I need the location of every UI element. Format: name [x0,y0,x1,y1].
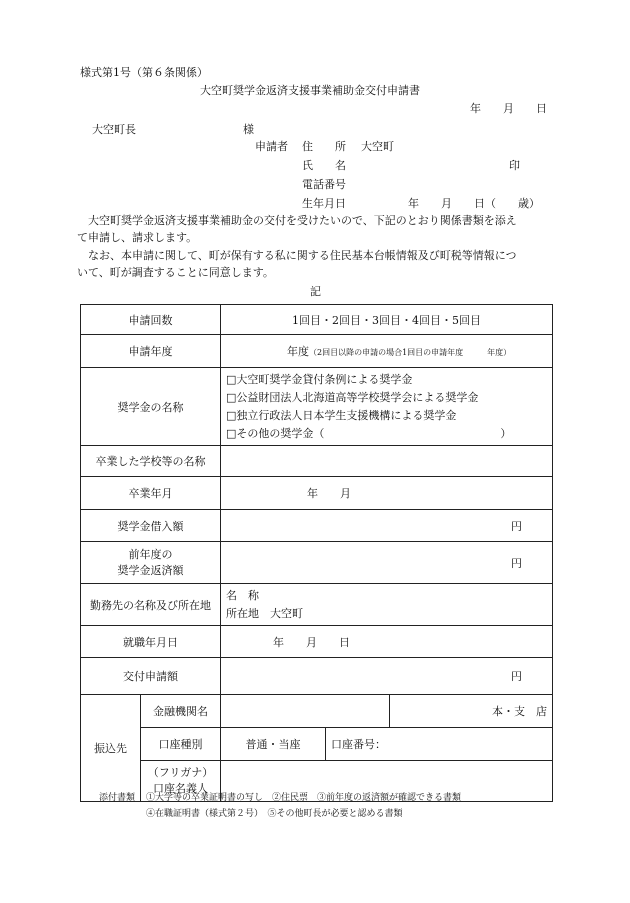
employer-field[interactable] [221,584,553,626]
employer-name-label: 名 称 [226,588,259,602]
account-number-field[interactable] [326,728,553,761]
seal-mark: 印 [509,159,520,172]
repayment-amount-unit: 円 [511,556,523,570]
bank-name-field[interactable] [221,695,390,728]
birth-label: 生年月日 [302,197,346,210]
employment-date-field[interactable] [221,626,553,658]
employment-date-value: 年 月 日 [273,635,350,649]
addressee: 大空町長 [92,123,136,136]
attachments-line1: ①大学等の卒業証明書の写し ②住民票 ③前年度の返済額が確認できる書類 [146,793,462,803]
graduation-date-field[interactable] [221,477,553,510]
employment-date-label: 就職年月日 [81,626,221,658]
account-type-label: 口座種別 [141,728,221,761]
honorific: 様 [243,123,254,136]
account-holder-label: 口座名義人 [153,782,208,795]
employer-label: 勤務先の名称及び所在地 [81,584,221,626]
scholarship-option-hokkaido[interactable]: □公益財団法人北海道高等学校奨学会による奨学金 [226,390,479,404]
graduation-date-value: 年 月 [307,487,351,500]
application-year-field[interactable] [221,335,553,368]
row-application-year [81,335,553,368]
row-loan-amount [81,510,553,542]
transfer-label: 振込先 [81,695,141,802]
name-label: 氏 名 [302,159,346,172]
attachments-line2: ④在職証明書（様式第２号） ⑤その他町長が必要と認める書類 [146,809,403,819]
row-graduation-date [81,477,553,510]
repayment-label-line1: 前年度の [128,547,173,561]
account-number-label: 口座番号： [331,738,386,751]
row-scholarship-name [81,368,553,446]
para1-line1: 大空町奨学金返済支援事業補助金の交付を受けたいので、下記のとおり関係書類を添え [88,214,517,227]
form-number: 様式第1号（第６条関係） [80,66,208,79]
loan-amount-field[interactable] [221,510,553,542]
school-name-field[interactable] [221,446,553,477]
bank-branch-field[interactable] [390,695,553,728]
application-table [80,304,553,802]
requested-amount-unit: 円 [511,670,523,683]
application-count-label: 申請回数 [81,305,221,335]
scholarship-option-other[interactable]: □その他の奨学金（ ） [226,426,512,440]
graduation-date-label: 卒業年月 [81,477,221,510]
row-repayment-amount [81,542,553,584]
scholarship-option-jasso[interactable]: □独立行政法人日本学生支援機構による奨学金 [226,408,457,422]
application-year-note: （2回目以降の申請の場合1回目の申請年度 年度） [309,348,512,357]
application-count-value[interactable]: 1回目・2回目・3回目・4回目・5回目 [221,305,553,335]
row-requested-amount [81,658,553,695]
application-year-label: 申請年度 [81,335,221,368]
school-name-label: 卒業した学校等の名称 [81,446,221,477]
scholarship-option-ozora[interactable]: □大空町奨学金貸付条例による奨学金 [226,372,413,386]
para1-line2: て申請し、請求します。 [77,231,198,244]
requested-amount-field[interactable] [221,658,553,695]
scholarship-name-label: 奨学金の名称 [81,368,221,446]
requested-amount-label: 交付申請額 [81,658,221,695]
bank-name-label: 金融機関名 [141,695,221,728]
applicant-label: 申請者 [255,140,288,153]
bank-branch-label: 本・支 店 [492,705,548,718]
para2-line1: なお、本申請に関して、町が保有する私に関する住民基本台帳情報及び町税等情報につ [88,249,517,262]
loan-amount-unit: 円 [511,519,523,533]
application-year-value: 年度 [287,345,309,358]
phone-label: 電話番号 [302,178,346,191]
ki-heading: 記 [310,285,321,298]
employer-address-label: 所在地 大空町 [226,606,303,620]
address-value: 大空町 [361,140,394,153]
repayment-amount-field[interactable] [221,542,553,584]
form-title: 大空町奨学金返済支援事業補助金交付申請書 [200,84,420,97]
address-label: 住 所 [302,140,346,153]
row-employment-date [81,626,553,658]
loan-amount-label: 奨学金借入額 [81,510,221,542]
attachments-label: 添付書類 [99,793,136,803]
para2-line2: いて、町が調査することに同意します。 [77,266,274,279]
repayment-label-line2: 奨学金返済額 [117,563,184,577]
row-employer [81,584,553,626]
furigana-label: （フリガナ） [147,766,214,779]
row-account-type [81,728,553,761]
account-type-value[interactable]: 普通・当座 [221,728,326,761]
row-bank [81,695,553,728]
row-school-name [81,446,553,477]
repayment-amount-label [81,542,221,584]
date-line: 年 月 日 [470,102,547,115]
scholarship-options [221,368,553,446]
row-application-count [81,305,553,335]
birth-fields: 年 月 日（ 歳） [408,197,540,210]
